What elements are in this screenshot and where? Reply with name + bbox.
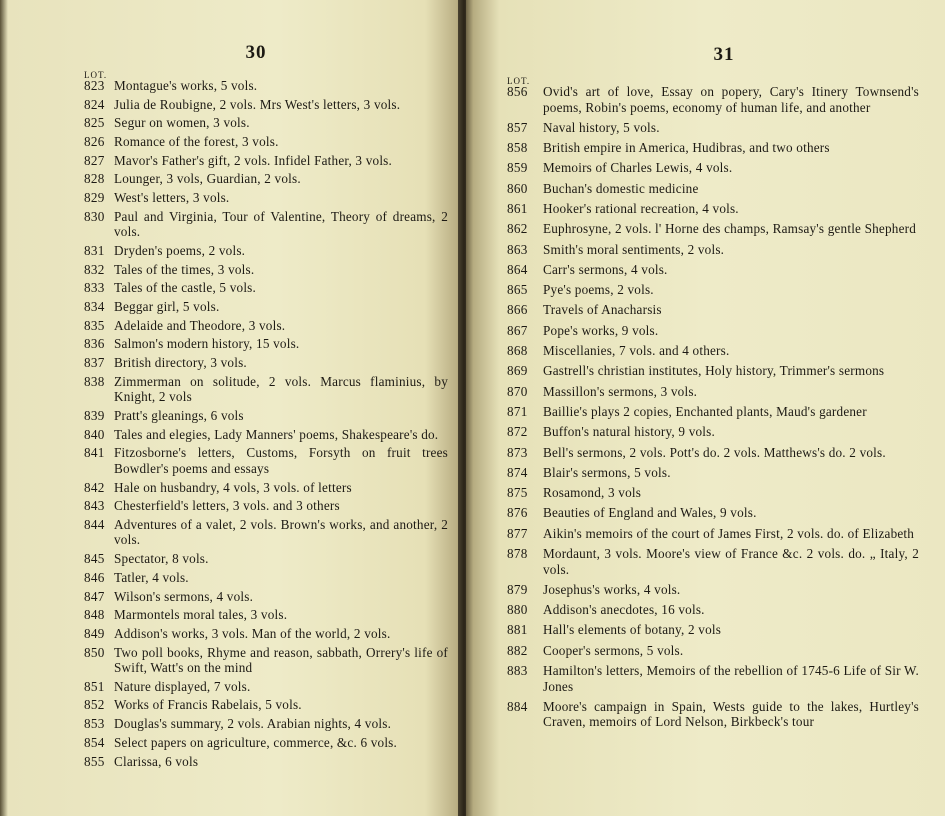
lot-number: 877: [507, 525, 528, 541]
lot-description: Hall's elements of botany, 2 vols: [543, 622, 722, 638]
lot-entry: [507, 445, 921, 461]
lot-description: Tales of the castle, 5 vols.: [114, 280, 257, 296]
lot-description: Wilson's sermons, 4 vols.: [114, 588, 254, 604]
lot-entry: [84, 697, 448, 713]
lot-entry: [84, 570, 448, 586]
lot-description: Moore's campaign in Spain, Wests guide to the lakes, Hurtley's Craven, memoirs of Lord Nelson, Birkbeck's tour: [543, 698, 919, 730]
lot-description: Cooper's sermons, 5 vols.: [543, 642, 684, 658]
lot-description: British empire in America, Hudibras, and two others: [543, 140, 830, 156]
lot-description: Spectator, 8 vols.: [114, 551, 209, 567]
lot-entry: [84, 97, 448, 113]
lot-list: [84, 78, 448, 769]
lot-entry: [507, 384, 921, 400]
lot-number: 824: [84, 96, 105, 112]
lot-number: 858: [507, 140, 528, 156]
lot-description: Julia de Roubigne, 2 vols. Mrs West's letters, 3 vols.: [114, 96, 401, 112]
lot-number: 872: [507, 424, 528, 440]
lot-entry: [507, 363, 921, 379]
lot-entry: [84, 754, 448, 770]
lot-number: 881: [507, 622, 528, 638]
lot-entry: [507, 505, 921, 521]
lot-number: 852: [84, 697, 105, 713]
lot-number: 876: [507, 505, 528, 521]
lot-number: 828: [84, 171, 105, 187]
lot-number: 846: [84, 569, 105, 585]
lot-entry: [84, 134, 448, 150]
lot-number: 834: [84, 299, 105, 315]
lot-number: 830: [84, 208, 105, 224]
lot-entry: [84, 480, 448, 496]
lot-entry: [84, 78, 448, 94]
lot-entry: [84, 408, 448, 424]
lot-entry: [507, 262, 921, 278]
lot-column-header: LOT.: [84, 70, 108, 80]
lot-number: 850: [84, 644, 105, 660]
lot-entry: [507, 485, 921, 501]
lot-number: 841: [84, 445, 105, 461]
lot-number: 859: [507, 160, 528, 176]
lot-number: 857: [507, 119, 528, 135]
lot-description: Adelaide and Theodore, 3 vols.: [114, 317, 286, 333]
lot-description: Zimmerman on solitude, 2 vols. Marcus flaminius, by Knight, 2 vols: [114, 373, 448, 405]
lot-entry: [507, 622, 921, 638]
lot-entry: [84, 735, 448, 751]
lot-entry: [84, 262, 448, 278]
lot-description: Tatler, 4 vols.: [114, 569, 189, 585]
lot-entry: [84, 607, 448, 623]
lot-entry: [507, 582, 921, 598]
lot-description: British directory, 3 vols.: [114, 355, 247, 371]
lot-number: 861: [507, 200, 528, 216]
lot-entry: [507, 120, 921, 136]
lot-description: Ovid's art of love, Essay on popery, Cary's Itinery Townsend's poems, Robin's poems, economy of human life, and another: [543, 84, 919, 115]
lot-column-header: LOT.: [507, 76, 531, 86]
lot-description: Paul and Virginia, Tour of Valentine, Theory of dreams, 2 vols.: [114, 208, 448, 240]
lot-entry: [84, 115, 448, 131]
lot-number: 840: [84, 426, 105, 442]
lot-number: 873: [507, 444, 528, 460]
lot-number: 875: [507, 485, 528, 501]
lot-number: 826: [84, 134, 105, 150]
lot-entry: [507, 201, 921, 217]
lot-description: Buchan's domestic medicine: [543, 180, 699, 196]
lot-entry: [84, 498, 448, 514]
lot-number: 843: [84, 498, 105, 514]
lot-number: 832: [84, 261, 105, 277]
lot-description: Massillon's sermons, 3 vols.: [543, 383, 698, 399]
lot-description: Douglas's summary, 2 vols. Arabian nights, 4 vols.: [114, 716, 392, 732]
lot-description: Tales of the times, 3 vols.: [114, 261, 255, 277]
lot-entry: [507, 221, 921, 237]
lot-entry: [84, 626, 448, 642]
lot-number: 839: [84, 408, 105, 423]
lot-entry: [84, 517, 448, 548]
lot-number: 869: [507, 363, 528, 379]
lot-entry: [507, 343, 921, 359]
lot-description: Buffon's natural history, 9 vols.: [543, 424, 715, 440]
lot-entry: [507, 181, 921, 197]
lot-entry: [507, 424, 921, 440]
lot-description: Memoirs of Charles Lewis, 4 vols.: [543, 160, 733, 176]
lot-entry: [507, 546, 921, 577]
lot-description: Adventures of a valet, 2 vols. Brown's works, and another, 2 vols.: [114, 516, 448, 548]
lot-description: Carr's sermons, 4 vols.: [543, 261, 668, 277]
lot-entry: [507, 302, 921, 318]
lot-number: 854: [84, 734, 105, 750]
lot-description: Pye's poems, 2 vols.: [543, 282, 654, 298]
lot-number: 849: [84, 625, 105, 641]
lot-entry: [507, 323, 921, 339]
lot-description: Hamilton's letters, Memoirs of the rebellion of 1745-6 Life of Sir W. Jones: [543, 663, 919, 694]
lot-description: Addison's anecdotes, 16 vols.: [543, 602, 705, 618]
lot-description: Addison's works, 3 vols. Man of the world, 2 vols.: [114, 625, 391, 641]
lot-entry: [84, 171, 448, 187]
lot-description: Hooker's rational recreation, 4 vols.: [543, 200, 739, 216]
lot-number: 829: [84, 190, 105, 206]
lot-entry: [507, 140, 921, 156]
lot-number: 835: [84, 317, 105, 333]
lot-number: 833: [84, 280, 105, 296]
lot-description: Two poll books, Rhyme and reason, sabbath, Orrery's life of Swift, Watt's on the mind: [114, 644, 448, 676]
lot-number: 860: [507, 180, 528, 196]
lot-description: Miscellanies, 7 vols. and 4 others.: [543, 343, 730, 359]
lot-description: Romance of the forest, 3 vols.: [114, 134, 279, 150]
lot-number: 865: [507, 282, 528, 298]
lot-number: 855: [84, 753, 105, 769]
lot-description: Mordaunt, 3 vols. Moore's view of France &c. 2 vols. do. „ Italy, 2 vols.: [543, 546, 919, 577]
lot-description: Mavor's Father's gift, 2 vols. Infidel Father, 3 vols.: [114, 152, 393, 168]
lot-number: 870: [507, 383, 528, 399]
right-page: [466, 0, 945, 816]
lot-entry: [507, 699, 921, 730]
lot-number: 862: [507, 221, 528, 237]
lot-description: Beggar girl, 5 vols.: [114, 299, 220, 315]
lot-description: Rosamond, 3 vols: [543, 485, 642, 501]
lot-number: 882: [507, 642, 528, 658]
lot-entry: [84, 299, 448, 315]
lot-number: 844: [84, 516, 105, 532]
lot-entry: [84, 153, 448, 169]
lot-description: Lounger, 3 vols, Guardian, 2 vols.: [114, 171, 301, 187]
lot-description: Marmontels moral tales, 3 vols.: [114, 607, 288, 623]
lot-entry: [507, 602, 921, 618]
lot-description: Fitzosborne's letters, Customs, Forsyth on fruit trees Bowdler's poems and essays: [114, 445, 448, 476]
lot-number: 853: [84, 716, 105, 732]
lot-number: 864: [507, 261, 528, 277]
lot-number: 825: [84, 115, 105, 131]
lot-description: Josephus's works, 4 vols.: [543, 581, 681, 597]
lot-entry: [84, 445, 448, 476]
lot-description: Naval history, 5 vols.: [543, 119, 660, 135]
lot-number: 871: [507, 403, 528, 419]
lot-description: Segur on women, 3 vols.: [114, 115, 250, 131]
page-number: 31: [713, 44, 735, 65]
lot-number: 867: [507, 322, 528, 338]
lot-entry: [84, 645, 448, 676]
lot-description: Pope's works, 9 vols.: [543, 322, 659, 338]
lot-description: Chesterfield's letters, 3 vols. and 3 others: [114, 498, 340, 514]
lot-entry: [507, 526, 921, 542]
lot-number: 874: [507, 464, 528, 480]
lot-description: Baillie's plays 2 copies, Enchanted plants, Maud's gardener: [543, 403, 867, 419]
lot-entry: [84, 374, 448, 405]
lot-description: Select papers on agriculture, commerce, &c. 6 vols.: [114, 734, 398, 750]
lot-entry: [84, 589, 448, 605]
lot-entry: [507, 404, 921, 420]
lot-entry: [507, 160, 921, 176]
left-page: [0, 0, 462, 816]
lot-entry: [84, 318, 448, 334]
lot-number: 842: [84, 479, 105, 495]
lot-description: West's letters, 3 vols.: [114, 190, 230, 206]
lot-entry: [84, 190, 448, 206]
lot-entry: [84, 427, 448, 443]
lot-list: [507, 84, 921, 730]
lot-entry: [84, 716, 448, 732]
lot-description: Euphrosyne, 2 vols. l' Horne des champs, Ramsay's gentle Shepherd: [543, 221, 917, 237]
lot-description: Gastrell's christian institutes, Holy history, Trimmer's sermons: [543, 363, 885, 379]
lot-description: Nature displayed, 7 vols.: [114, 678, 251, 694]
lot-description: Clarissa, 6 vols: [114, 753, 199, 769]
page-number: 30: [245, 42, 267, 63]
lot-description: Montague's works, 5 vols.: [114, 78, 258, 93]
lot-entry: [507, 643, 921, 659]
lot-number: 866: [507, 302, 528, 318]
lot-entry: [84, 355, 448, 371]
lot-description: Works of Francis Rabelais, 5 vols.: [114, 697, 302, 713]
lot-number: 827: [84, 152, 105, 168]
lot-entry: [507, 84, 921, 115]
lot-number: 836: [84, 336, 105, 352]
lot-entry: [84, 551, 448, 567]
lot-description: Pratt's gleanings, 6 vols: [114, 408, 244, 423]
lot-number: 884: [507, 698, 528, 714]
lot-number: 831: [84, 243, 105, 258]
lot-number: 883: [507, 663, 528, 679]
lot-description: Blair's sermons, 5 vols.: [543, 464, 671, 480]
lot-description: Dryden's poems, 2 vols.: [114, 243, 246, 258]
lot-number: 845: [84, 551, 105, 567]
lot-entry: [84, 243, 448, 259]
lot-number: 847: [84, 588, 105, 604]
lot-entry: [507, 465, 921, 481]
lot-description: Travels of Anacharsis: [543, 302, 662, 318]
lot-number: 863: [507, 241, 528, 257]
lot-description: Beauties of England and Wales, 9 vols.: [543, 505, 757, 521]
lot-number: 880: [507, 602, 528, 618]
lot-description: Aikin's memoirs of the court of James First, 2 vols. do. of Elizabeth: [543, 525, 915, 541]
lot-number: 838: [84, 373, 105, 389]
lot-description: Hale on husbandry, 4 vols, 3 vols. of letters: [114, 479, 352, 495]
lot-number: 856: [507, 84, 528, 99]
lot-number: 837: [84, 355, 105, 371]
lot-number: 823: [84, 78, 105, 93]
lot-entry: [507, 663, 921, 694]
lot-entry: [84, 280, 448, 296]
lot-number: 848: [84, 607, 105, 623]
lot-number: 868: [507, 343, 528, 359]
lot-description: Salmon's modern history, 15 vols.: [114, 336, 300, 352]
lot-entry: [84, 679, 448, 695]
lot-number: 879: [507, 581, 528, 597]
lot-entry: [84, 209, 448, 240]
lot-number: 851: [84, 678, 105, 694]
lot-entry: [507, 242, 921, 258]
lot-description: Smith's moral sentiments, 2 vols.: [543, 241, 725, 257]
lot-entry: [507, 282, 921, 298]
lot-description: Tales and elegies, Lady Manners' poems, Shakespeare's do.: [114, 426, 439, 442]
lot-description: Bell's sermons, 2 vols. Pott's do. 2 vols. Matthews's do. 2 vols.: [543, 444, 886, 460]
lot-number: 878: [507, 546, 528, 562]
lot-entry: [84, 336, 448, 352]
